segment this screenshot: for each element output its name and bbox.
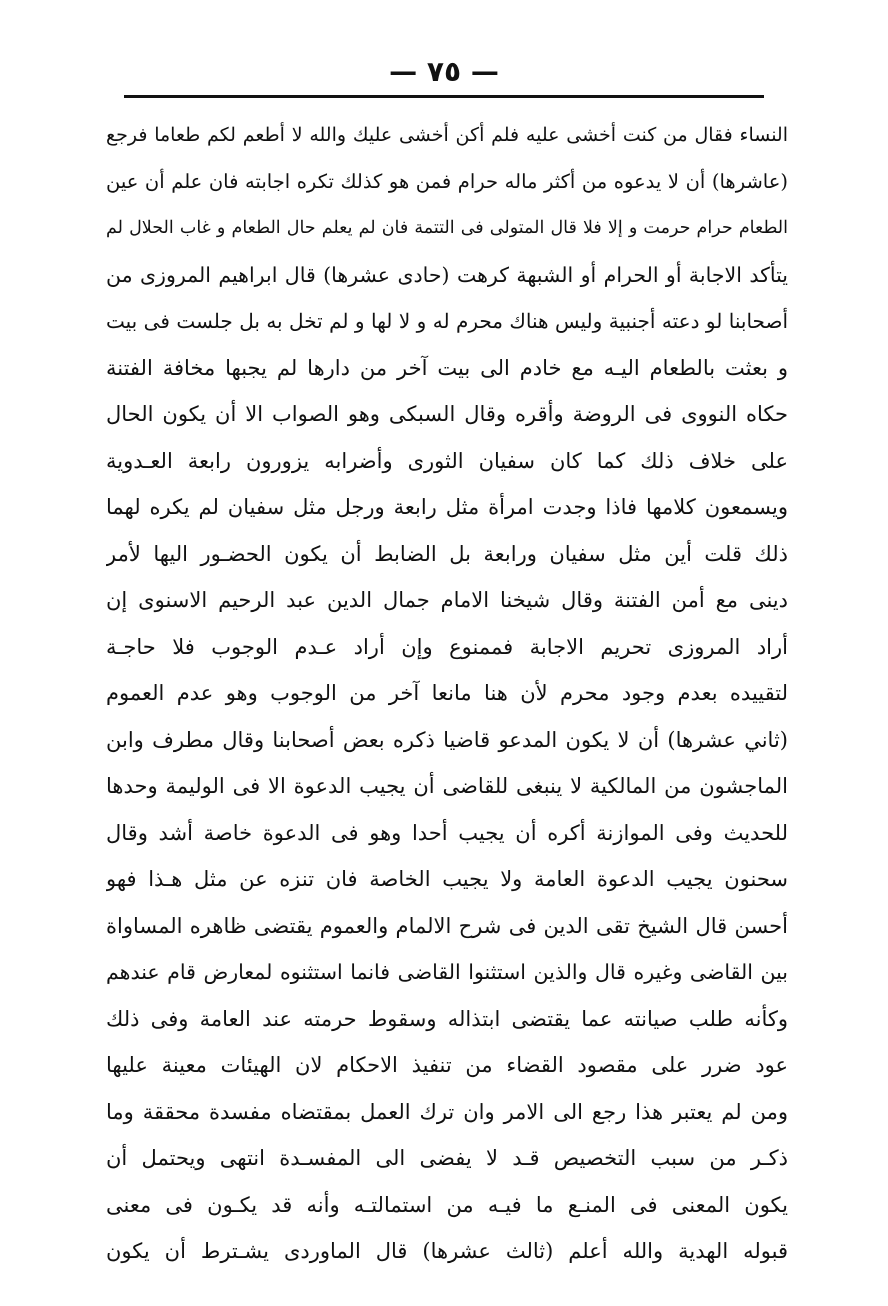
text-line-18: أحسن قال الشيخ تقى الدين فى شرح الالمام والعموم يقتضى ظاهره المساواة	[106, 913, 788, 938]
text-line-21: عود ضرر على مقصود القضاء من تنفيذ الاحكام لان الهيئات معينة عليها	[106, 1053, 788, 1077]
text-line-16: للحديث وفى الموازنة أكره أن يجيب أحدا وهو فى الدعوة خاصة أشد وقال	[106, 820, 788, 845]
text-line-9: ويسمعون كلامها فاذا وجدت امرأة مثل رابعة ورجل مثل سفيان لم يكره لهما	[106, 495, 788, 519]
text-line-24: يكون المعنى فى المنـع ما فيـه من استمالتـه وأنه قد يكـون فى معنى	[106, 1192, 788, 1217]
text-line-17: سحنون يجيب الدعوة العامة ولا يجيب الخاصة فان تنزه عن مثل هـذا فهو	[106, 867, 788, 891]
text-line-10: ذلك قلت أين مثل سفيان ورابعة بل الضابط أن يكون الحضـور اليها لأمر	[106, 541, 788, 566]
text-line-25: قبوله الهدية والله أعلم (ثالث عشرها) قال الماوردى يشـترط أن يكون	[106, 1239, 788, 1263]
text-line-8: على خلاف ذلك كما كان سفيان الثورى وأضرابه يزورون رابعة العـدوية	[106, 448, 788, 473]
text-line-4: يتأكد الاجابة أو الحرام أو الشبهة كرهت (حادى عشرها) قال ابراهيم المروزى من	[106, 262, 788, 287]
text-line-12: أراد المروزى تحريم الاجابة فممنوع وإن أراد عـدم الوجوب فلا حاجـة	[106, 634, 788, 659]
text-line-22: ومن لم يعتبر هذا رجع الى الامر وان ترك العمل بمقتضاه مفسدة محققة وما	[106, 1099, 788, 1124]
text-line-6: و بعثت بالطعام اليـه مع خادم الى بيت آخر من دارها لم يجبها مخافة الفتنة	[106, 355, 788, 380]
text-line-20: وكأنه طلب صيانته عما يقتضى ابتذاله وسقوط حرمته عند العامة وفى ذلك	[106, 1006, 788, 1031]
page-number: — ٧٥ —	[389, 55, 499, 88]
text-line-13: لتقييده بعدم وجود محرم لأن هنا مانعا آخر من الوجوب وهو عدم العموم	[106, 681, 788, 705]
header-rule	[124, 95, 764, 98]
text-line-19: بين القاضى وغيره قال والذين استثنوا القاضى فانما استثنوه لمعارض قام عندهم	[106, 960, 788, 984]
page-body	[106, 112, 788, 1275]
text-line-14: (ثاني عشرها) أن لا يكون المدعو قاضيا ذكره بعض أصحابنا وقال مطرف وابن	[106, 727, 788, 752]
text-line-2: (عاشرها) أن لا يدعوه من أكثر ماله حرام فمن هو كذلك تكره اجابته فان علم أن عين	[106, 169, 788, 193]
text-line-11: دينى مع أمن الفتنة وقال شيخنا الامام جمال الدين عبد الرحيم الاسنوى إن	[106, 588, 788, 612]
text-line-3: الطعام حرام حرمت و إلا فلا قال المتولى فى التتمة فان لم يعلم حال الطعام و غاب الحلال لم	[106, 218, 788, 238]
text-line-5: أصحابنا لو دعته أجنبية وليس هناك محرم له و لا لها و لم تخل به بل جلست فى بيت	[106, 309, 788, 333]
text-line-7: حكاه النووى فى الروضة وأقره وقال السبكى وهو الصواب الا أن يكون الحال	[106, 402, 788, 426]
text-line-1: النساء فقال من كنت أخشى عليه فلم أكن أخشى عليك والله لا أطعم لكم طعاما فرجع	[106, 124, 788, 146]
text-line-23: ذكـر من سبب التخصيص قـد لا يفضى الى المفسـدة انتهى ويحتمل أن	[106, 1146, 788, 1170]
page-header	[0, 52, 888, 92]
text-line-15: الماجشون من المالكية لا ينبغى للقاضى أن يجيب الدعوة الا فى الوليمة وحدها	[106, 774, 788, 798]
